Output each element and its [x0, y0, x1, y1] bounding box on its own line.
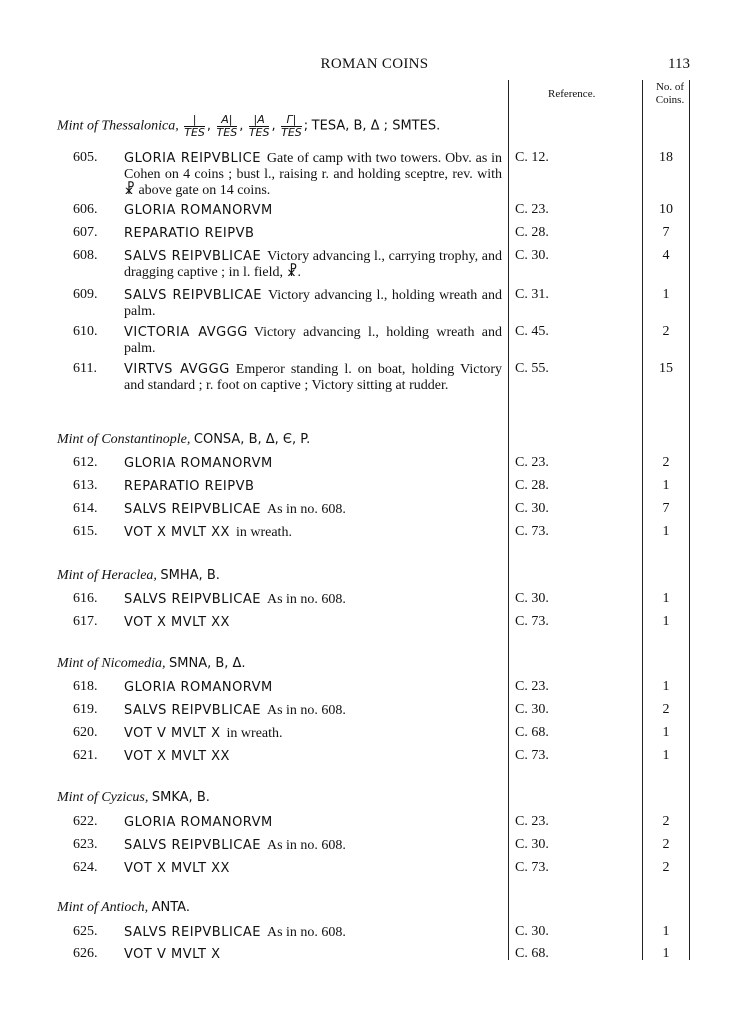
entry-number: 614.: [73, 501, 98, 516]
entry-text: [124, 525, 502, 541]
count-cell: 1: [662, 748, 670, 763]
coin-description: Gate of camp with two towers. Obv. as in Cohen on 4 coins ; bust l., raising r. and holding sceptre, rev. with ☧ above gate on 14 coins.: [124, 151, 503, 198]
entry-text: [124, 925, 502, 941]
entry-number: 608.: [73, 248, 98, 263]
mint-label: Mint of Constantinople,: [57, 432, 191, 447]
entry-text: [124, 815, 502, 831]
mint-label: Mint of Antioch,: [57, 900, 149, 915]
count-header-line1: No. of: [655, 81, 685, 93]
fraction-separator: ;: [303, 118, 309, 134]
fraction-bottom: TES: [248, 126, 270, 139]
count-column-rule-left: [642, 80, 643, 960]
entry-text: [124, 325, 502, 357]
mint-marks: CONSA, B, Δ, Є, P.: [193, 432, 311, 447]
reference-cell: C. 23.: [515, 679, 549, 694]
reference-cell: C. 31.: [515, 287, 549, 302]
coin-legend: GLORIA ROMANORVM: [124, 680, 273, 695]
reference-cell: C. 73.: [515, 524, 549, 539]
coin-description: Emperor standing l. on boat, holding Victory and standard ; r. foot on captive ; Victory sitting at rudder.: [124, 362, 502, 393]
count-cell: 2: [662, 455, 670, 470]
mint-heading-nicomedia: [57, 656, 246, 672]
coin-description: As in no. 608.: [266, 838, 346, 853]
coin-legend: SALVS REIPVBLICAE: [124, 838, 261, 853]
mint-label: Mint of Nicomedia,: [57, 656, 166, 671]
entry-text: [124, 749, 502, 765]
mintmark-fraction: [249, 114, 270, 139]
fraction-top: Γ|: [281, 114, 302, 127]
coin-legend: SALVS REIPVBLICAE: [124, 592, 261, 607]
count-cell: 1: [662, 478, 670, 493]
page-number: 113: [668, 56, 690, 72]
fraction-separator: ,: [239, 118, 244, 134]
coin-legend: REPARATIO REIPVB: [124, 226, 255, 241]
entry-number: 621.: [73, 748, 98, 763]
entry-text: [124, 226, 502, 242]
count-column-rule-right: [689, 80, 690, 960]
coin-legend: VOT V MVLT X: [124, 726, 221, 741]
count-cell: 1: [662, 924, 670, 939]
entry-number: 624.: [73, 860, 98, 875]
reference-cell: C. 73.: [515, 614, 549, 629]
count-header-line2: Coins.: [655, 94, 685, 106]
entry-number: 617.: [73, 614, 98, 629]
reference-cell: C. 55.: [515, 361, 549, 376]
coin-description: Victory advancing l., holding wreath and palm.: [124, 288, 502, 319]
mint-marks: TESA, B, Δ ; SMTES.: [311, 118, 441, 134]
entry-number: 623.: [73, 837, 98, 852]
entry-text: [124, 249, 502, 281]
fraction-bottom: TES: [184, 126, 205, 139]
reference-cell: C. 12.: [515, 150, 549, 165]
fraction-separator: ,: [271, 118, 276, 134]
fraction-top: |A: [249, 114, 270, 127]
coin-legend: SALVS REIPVBLICAE: [124, 249, 262, 264]
entry-text: [124, 456, 502, 472]
count-cell: 7: [662, 501, 670, 516]
mint-heading-constantinople: [57, 432, 310, 448]
coin-legend: REPARATIO REIPVB: [124, 479, 255, 494]
reference-cell: C. 73.: [515, 860, 549, 875]
running-title: ROMAN COINS: [320, 56, 429, 72]
coin-legend: VOT X MVLT XX: [124, 749, 230, 764]
entry-number: 618.: [73, 679, 98, 694]
count-cell: 1: [662, 679, 670, 694]
fraction-top: |: [184, 114, 205, 127]
entry-number: 619.: [73, 702, 98, 717]
reference-cell: C. 28.: [515, 478, 549, 493]
count-cell: 1: [662, 614, 670, 629]
entry-text: [124, 151, 502, 199]
entry-text: [124, 362, 502, 394]
reference-cell: C. 23.: [515, 814, 549, 829]
mint-label: Mint of Cyzicus,: [57, 790, 149, 805]
mintmark-fraction: [217, 114, 238, 139]
entry-number: 625.: [73, 924, 98, 939]
coin-description: in wreath.: [235, 525, 292, 540]
reference-cell: C. 73.: [515, 748, 549, 763]
mint-heading-thessalonica: [57, 114, 440, 139]
entry-text: [124, 502, 502, 518]
mint-label: Mint of Heraclea,: [57, 568, 157, 583]
entry-text: [124, 861, 502, 877]
fraction-bottom: TES: [281, 126, 302, 139]
entry-text: [124, 479, 502, 495]
count-cell: 15: [659, 361, 673, 376]
entry-text: [124, 838, 502, 854]
count-cell: 4: [662, 248, 670, 263]
entry-text: [124, 592, 502, 608]
entry-text: [124, 947, 502, 963]
mint-marks: SMHA, B.: [160, 568, 220, 583]
count-cell: 1: [662, 287, 670, 302]
coin-description: As in no. 608.: [266, 502, 346, 517]
mintmark-fraction: [281, 114, 302, 139]
reference-cell: C. 28.: [515, 225, 549, 240]
entry-number: 610.: [73, 324, 98, 339]
reference-cell: C. 45.: [515, 324, 549, 339]
entry-number: 616.: [73, 591, 98, 606]
entry-number: 607.: [73, 225, 98, 240]
count-cell: 1: [662, 524, 670, 539]
count-cell: 2: [662, 324, 670, 339]
coin-legend: GLORIA REIPVBLICE: [124, 151, 261, 166]
coin-legend: VOT V MVLT X: [124, 947, 221, 962]
coin-description: in wreath.: [226, 726, 283, 741]
coin-description: As in no. 608.: [266, 592, 346, 607]
entry-text: [124, 203, 502, 219]
coin-legend: VIRTVS AVGGG: [124, 362, 230, 377]
mint-marks: SMKA, B.: [151, 790, 210, 805]
reference-cell: C. 30.: [515, 591, 549, 606]
count-cell: 7: [662, 225, 670, 240]
mint-marks: SMNA, B, Δ.: [169, 656, 246, 671]
count-cell: 1: [662, 591, 670, 606]
coin-legend: VOT X MVLT XX: [124, 525, 230, 540]
entry-text: [124, 615, 502, 631]
reference-cell: C. 30.: [515, 837, 549, 852]
entry-text: [124, 680, 502, 696]
reference-column-header: Reference.: [548, 88, 596, 100]
fraction-bottom: TES: [216, 126, 238, 139]
coin-legend: GLORIA ROMANORVM: [124, 815, 273, 830]
coin-legend: VOT X MVLT XX: [124, 861, 230, 876]
fraction-separator: ,: [206, 118, 212, 134]
reference-cell: C. 68.: [515, 725, 549, 740]
entry-number: 615.: [73, 524, 98, 539]
count-column-header: [652, 81, 688, 107]
mint-marks: ANTA.: [151, 900, 190, 915]
entry-number: 606.: [73, 202, 98, 217]
count-cell: 2: [662, 702, 670, 717]
count-cell: 1: [662, 946, 670, 961]
reference-cell: C. 23.: [515, 455, 549, 470]
count-cell: 2: [662, 860, 670, 875]
mint-heading-heraclea: [57, 568, 220, 584]
count-cell: 2: [662, 814, 670, 829]
count-cell: 10: [659, 202, 673, 217]
entry-number: 609.: [73, 287, 98, 302]
entry-number: 605.: [73, 150, 98, 165]
entry-text: [124, 726, 502, 742]
mint-heading-antioch: [57, 900, 190, 916]
entry-number: 612.: [73, 455, 98, 470]
entry-number: 626.: [73, 946, 98, 961]
coin-legend: SALVS REIPVBLICAE: [124, 703, 261, 718]
coin-legend: SALVS REIPVBLICAE: [124, 925, 261, 940]
coin-description: Victory advancing l., holding wreath and palm.: [124, 325, 502, 356]
mint-heading-cyzicus: [57, 790, 210, 806]
entry-number: 611.: [73, 361, 97, 376]
coin-legend: GLORIA ROMANORVM: [124, 456, 273, 471]
count-cell: 1: [662, 725, 670, 740]
fraction-top: A|: [217, 114, 238, 127]
reference-cell: C. 23.: [515, 202, 549, 217]
coin-description: Victory advancing l., carrying trophy, and dragging captive ; in l. field, ☧.: [124, 249, 502, 280]
coin-legend: VICTORIA AVGGG: [124, 325, 248, 340]
coin-legend: VOT X MVLT XX: [124, 615, 230, 630]
reference-cell: C. 30.: [515, 248, 549, 263]
reference-cell: C. 68.: [515, 946, 549, 961]
coin-description: As in no. 608.: [266, 703, 346, 718]
entry-number: 620.: [73, 725, 98, 740]
coin-description: As in no. 608.: [266, 925, 346, 940]
count-cell: 18: [659, 150, 673, 165]
reference-cell: C. 30.: [515, 702, 549, 717]
entry-number: 622.: [73, 814, 98, 829]
count-cell: 2: [662, 837, 670, 852]
reference-cell: C. 30.: [515, 501, 549, 516]
mintmark-fraction: [184, 114, 205, 139]
entry-text: [124, 703, 502, 719]
coin-legend: SALVS REIPVBLICAE: [124, 502, 261, 517]
entry-number: 613.: [73, 478, 98, 493]
mint-label: Mint of Thessalonica,: [57, 118, 179, 134]
coin-legend: SALVS REIPVBLICAE: [124, 288, 262, 303]
reference-column-rule-left: [508, 80, 509, 960]
reference-cell: C. 30.: [515, 924, 549, 939]
coin-legend: GLORIA ROMANORVM: [124, 203, 273, 218]
entry-text: [124, 288, 502, 320]
